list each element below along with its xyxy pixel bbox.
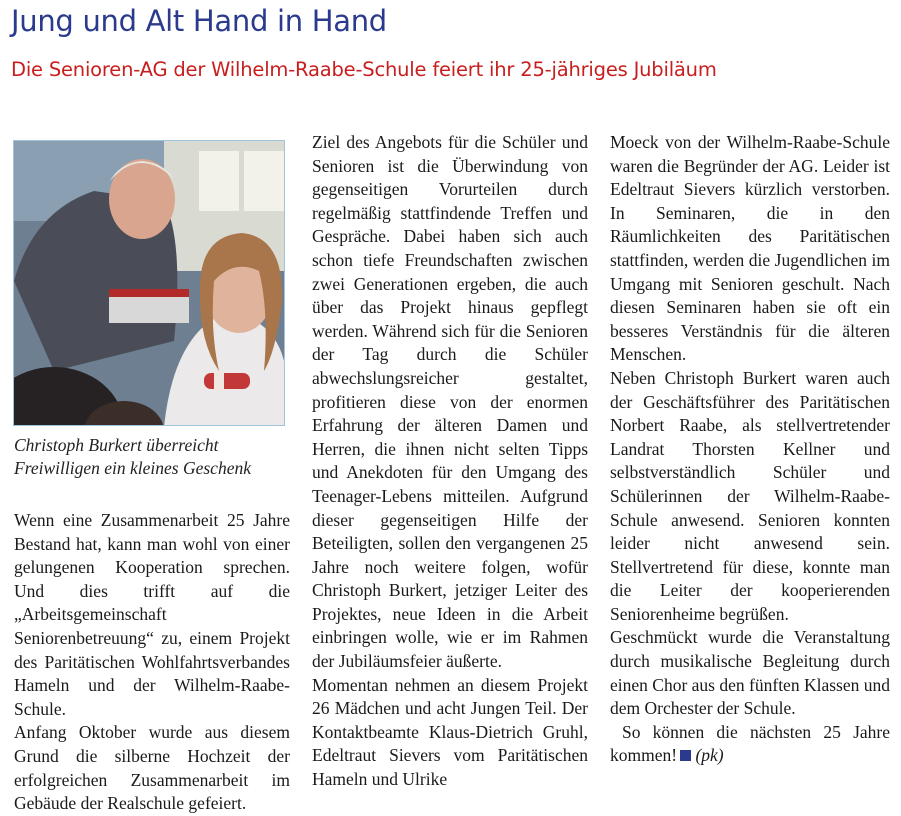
photo-illustration: [14, 141, 285, 426]
article-title: Jung und Alt Hand in Hand: [11, 4, 387, 38]
paragraph: Wenn eine Zusammenarbeit 25 Jahre Bestand hat, kann man wohl von einer gelungenen Kooperation sprechen. Und dies trifft auf die „Arbeitsgemeinschaft Seniorenbetreuung“ zu, einem Projekt des Paritätischen Wohlfahrtsverbandes Hameln und der Wilhelm-Raabe-Schule.: [14, 510, 290, 719]
end-mark-icon: [680, 750, 691, 761]
photo-caption: Christoph Burkert überreicht Freiwilligen ein kleines Geschenk: [14, 435, 251, 478]
paragraph-continued: Momentan nehmen an diesem Projekt 26 Mädchen und acht Jungen Teil. Der Kontaktbeamte Klaus-Dietrich Gruhl, Edeltraut Sievers vom Paritätischen Hameln und Ulrike: [312, 674, 588, 790]
closing-paragraph: [610, 721, 890, 768]
paragraph-continuation: Moeck von der Wilhelm-Raabe-Schule waren die Begründer der AG. Leider ist Edeltraut Sievers kürzlich verstorben. In Seminaren, die in den Räumlichkeiten des Paritätischen stattfinden, werden die Jugendlichen im Umgang mit Senioren geschult. Nach diesen Seminaren haben sie oft ein besseres Verständnis für die älteren Menschen.: [610, 132, 890, 365]
paragraph: Ziel des Angebots für die Schüler und Senioren ist die Überwindung von gegenseitigen Vorurteilen durch regelmäßig stattfindende Treffen und Gespräche. Dabei haben sich auch schon tiefe Freundschaften zwischen zwei Generationen ergeben, die auch über das Projekt hinaus gepflegt werden. Während sich für die Senioren der Tag durch die Schüler abwechslungsreicher gestaltet, profitieren diese von der enormen Erfahrung der älteren Damen und Herren, die ihnen nicht selten Tipps und Anekdoten für den Umgang des Teenager-Lebens mitteilen. Aufgrund dieser gegenseitigen Hilfe der Beteiligten, sollen den vergangenen 25 Jahre noch weitere folgen, wofür Christoph Burkert, jetziger Leiter des Projektes, neue Ideen in die Arbeit einbringen wolle, wie er im Rahmen der Jubiläumsfeier äußerte.: [312, 132, 588, 672]
paragraph: Geschmückt wurde die Veranstaltung durch musikalische Begleitung durch einen Chor aus den fünften Klassen und dem Orchester der Schule.: [610, 627, 890, 719]
paragraph: Anfang Oktober wurde aus diesem Grund die silberne Hochzeit der erfolgreichen Zusammenarbeit im Gebäude der Realschule gefeiert.: [14, 722, 290, 814]
column-2: [312, 131, 588, 792]
article-photo: [13, 140, 285, 426]
column-1: [14, 509, 290, 816]
paragraph: Neben Christoph Burkert waren auch der Geschäftsführer des Paritätischen Norbert Raabe, als stellvertretender Landrat Thorsten Kellner und selbstverständlich Schüler und Schülerinnen der Wilhelm-Raabe-Schule anwesend. Senioren konnten leider nicht anwesend sein. Stellvertretend für diese, konnte man die Leiter der kooperierenden Seniorenheime begrüßen.: [610, 367, 890, 624]
closing-text: So können die nächsten 25 Jahre kommen!: [610, 721, 890, 766]
column-3: [610, 131, 890, 768]
author-byline: (pk): [695, 745, 724, 766]
article-subtitle: Die Senioren-AG der Wilhelm-Raabe-Schule feiert ihr 25-jähriges Jubiläum: [11, 58, 717, 81]
